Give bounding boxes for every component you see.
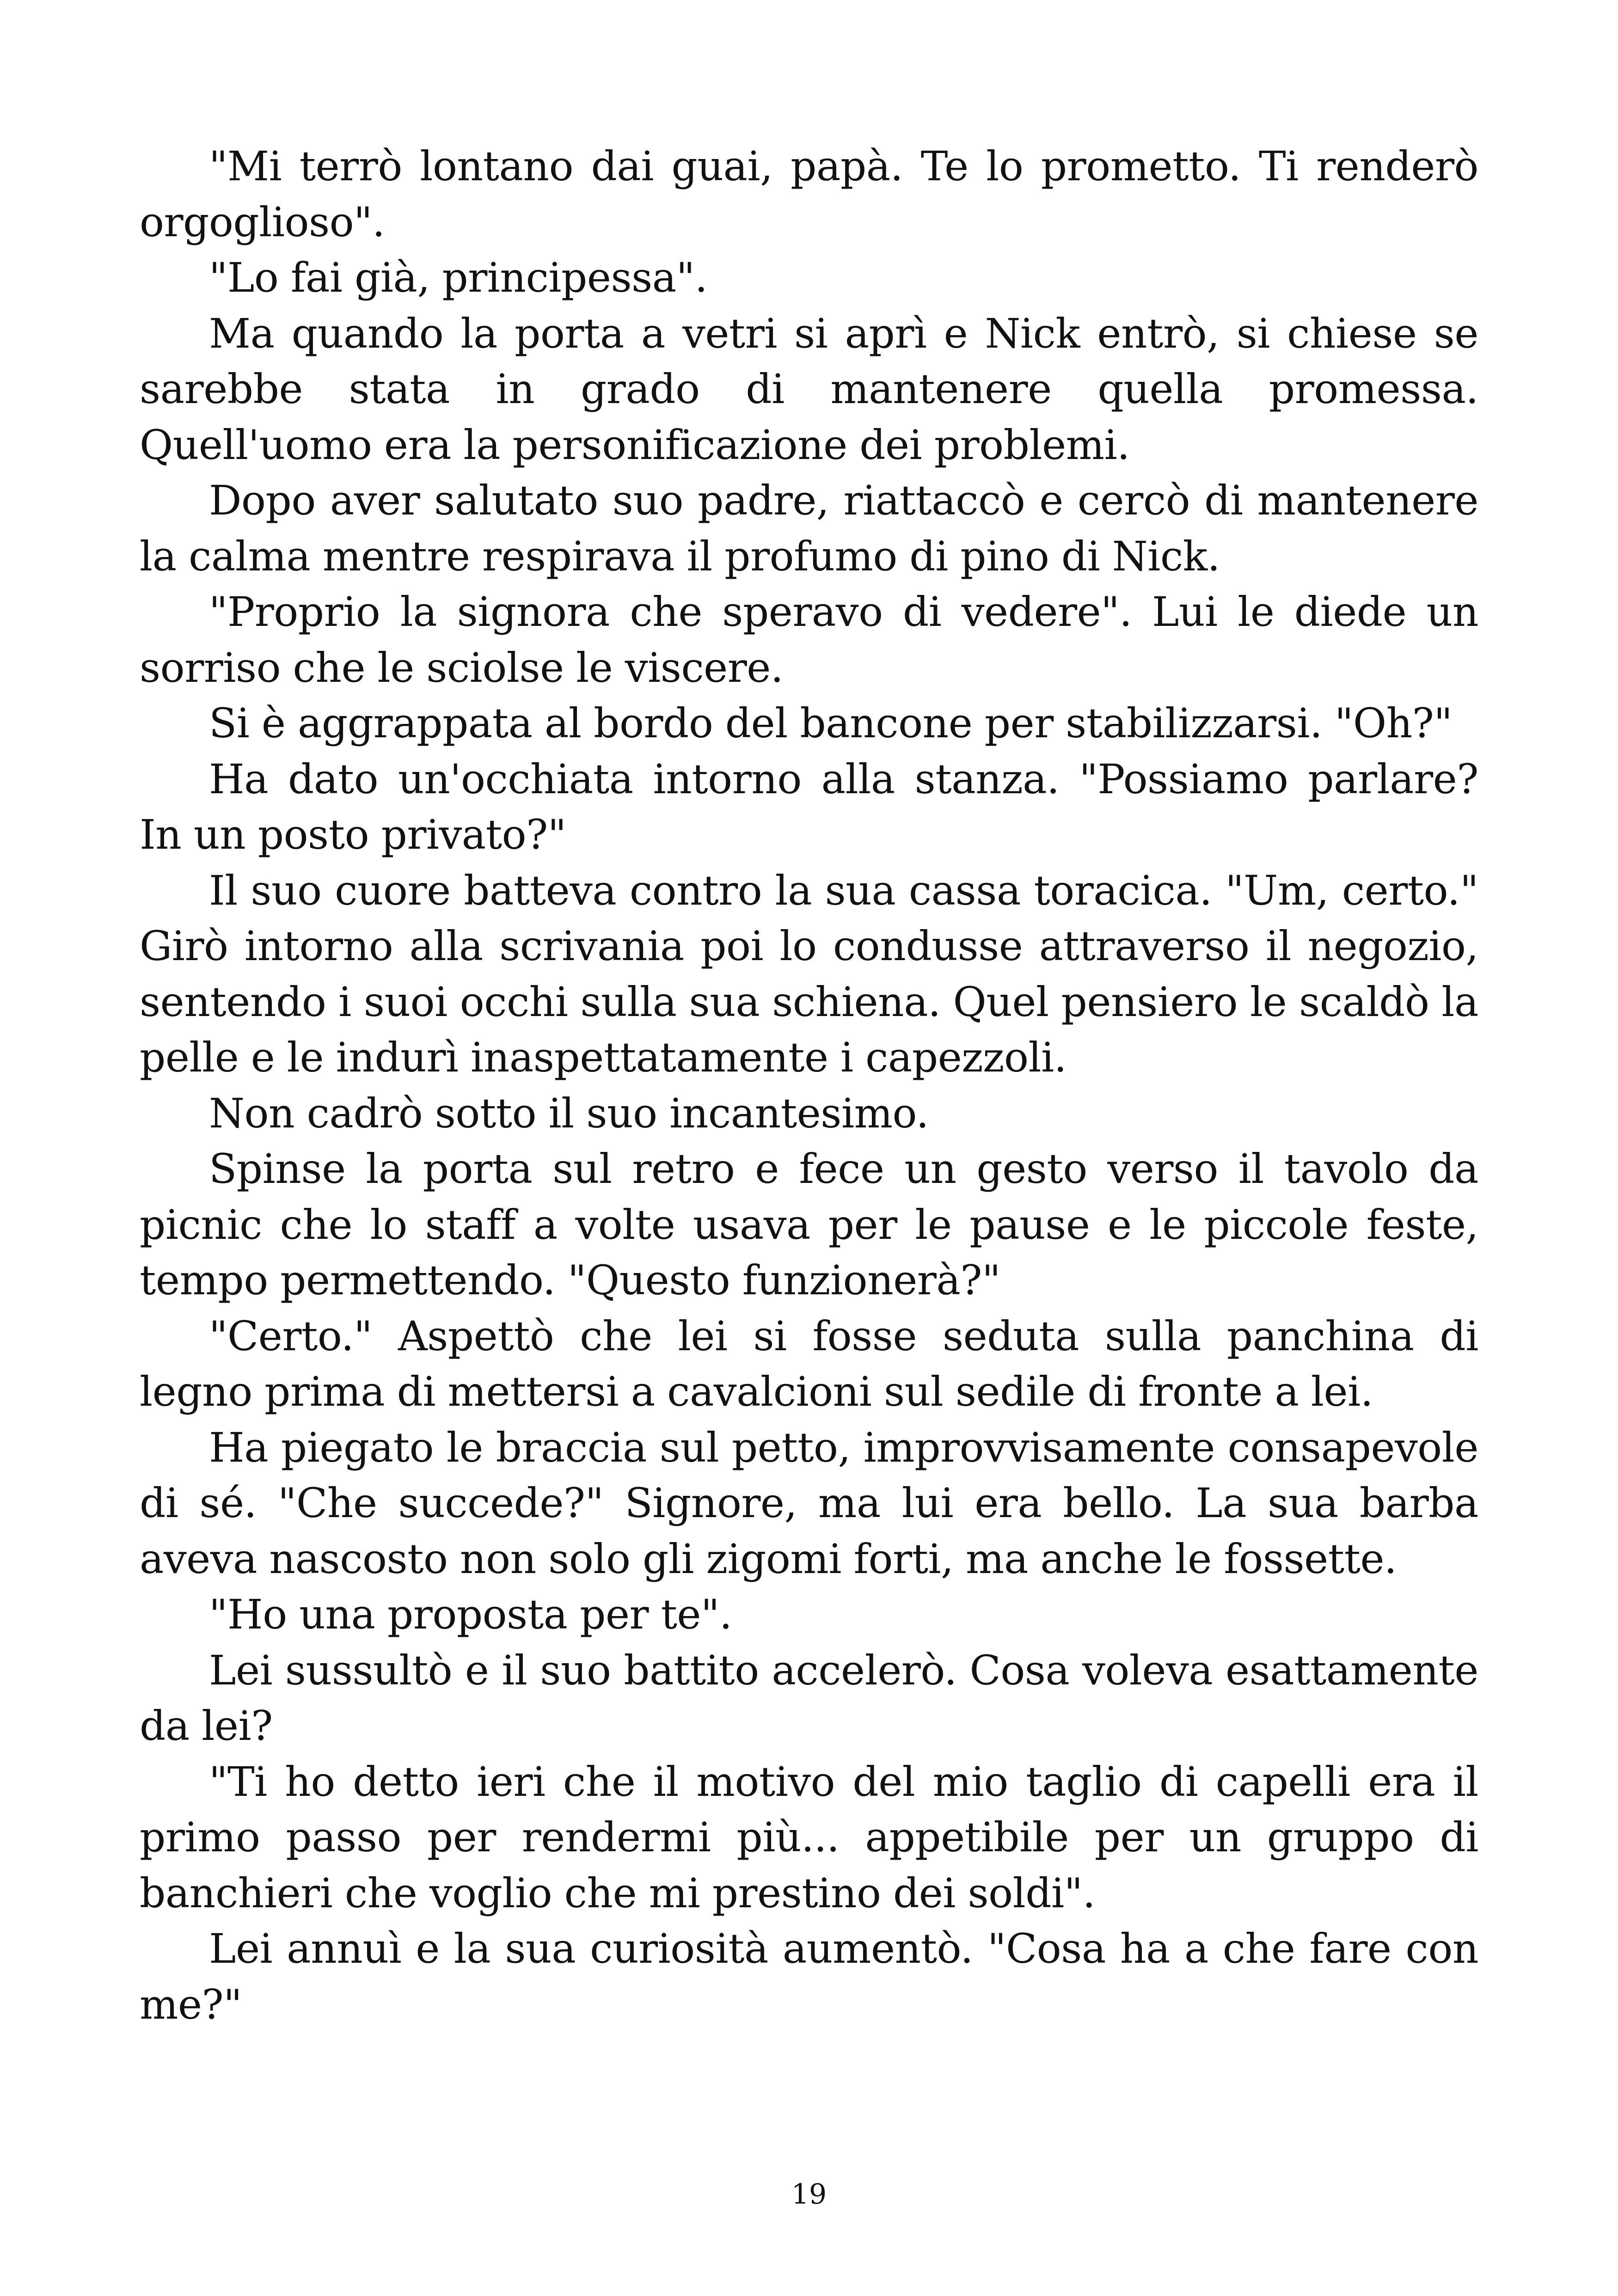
paragraph: Lei annuì e la sua curiosità aumentò. "Cosa ha a che fare con me?" — [140, 1925, 1478, 2028]
paragraph: Dopo aver salutato suo padre, riattaccò e cercò di mantenere la calma mentre respirava il profumo di pino di Nick. — [140, 477, 1478, 580]
paragraph: Lei sussultò e il suo battito accelerò. Cosa voleva esattamente da lei? — [140, 1646, 1478, 1750]
paragraph: Si è aggrappata al bordo del bancone per stabilizzarsi. "Oh?" — [209, 699, 1453, 747]
page-number: 19 — [791, 2178, 827, 2210]
paragraph: Ha piegato le braccia sul petto, improvvisamente consapevole di sé. "Che succede?" Signore, ma lui era bello. La sua barba aveva nascosto non solo gli zigomi forti, ma anche le fossette. — [140, 1423, 1478, 1583]
paragraph: "Proprio la signora che speravo di vedere". Lui le diede un sorriso che le sciolse le viscere. — [140, 588, 1478, 692]
paragraph: Ha dato un'occhiata intorno alla stanza. "Possiamo parlare? In un posto privato?" — [140, 755, 1478, 858]
paragraph: "Ti ho detto ieri che il motivo del mio taglio di capelli era il primo passo per rendermi più... appetibile per un gruppo di banchieri che voglio che mi prestino dei soldi". — [140, 1757, 1478, 1917]
paragraph: "Lo fai già, principessa". — [209, 254, 708, 301]
paragraph: "Ho una proposta per te". — [209, 1591, 732, 1638]
paragraph: Il suo cuore batteva contro la sua cassa toracica. "Um, certo." Girò intorno alla scrivania poi lo condusse attraverso il negozio, sentendo i suoi occhi sulla sua schiena. Quel pensiero le scaldò la pelle e le indurì inaspettatamente i capezzoli. — [140, 866, 1478, 1081]
paragraph: "Mi terrò lontano dai guai, papà. Te lo prometto. Ti renderò orgoglioso". — [140, 142, 1478, 246]
paragraph: "Certo." Aspettò che lei si fosse seduta sulla panchina di legno prima di mettersi a cavalcioni sul sedile di fronte a lei. — [140, 1312, 1478, 1415]
paragraph: Non cadrò sotto il suo incantesimo. — [209, 1089, 929, 1137]
body-text — [140, 139, 1478, 2033]
paragraph: Spinse la porta sul retro e fece un gesto verso il tavolo da picnic che lo staff a volte usava per le pause e le piccole feste, tempo permettendo. "Questo funzionerà?" — [140, 1145, 1478, 1304]
paragraph: Ma quando la porta a vetri si aprì e Nick entrò, si chiese se sarebbe stata in grado di mantenere quella promessa. Quell'uomo era la personificazione dei problemi. — [140, 309, 1478, 469]
